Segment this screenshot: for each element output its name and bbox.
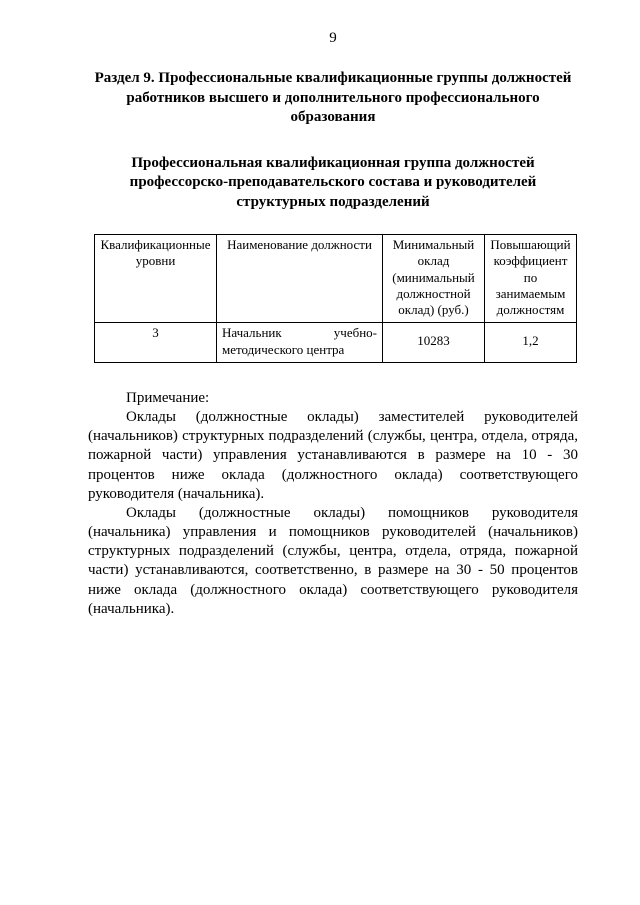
cell-minimal-salary: 10283	[383, 323, 485, 363]
note-paragraph-1: Оклады (должностные оклады) заместителей руководителей (начальников) структурных подразделений (службы, центра, отдела, отряда, пожарной части) управления устанавливаются в размере на 10 - 30 процентов ниже оклада (должностного оклада) соответствующего руководителя (начальника).	[88, 408, 578, 502]
cell-qualification-level: 3	[95, 323, 217, 363]
table-header-row	[95, 235, 577, 323]
page-number: 9	[329, 30, 337, 46]
table-header-qualification-levels: Квалификационные уровни	[95, 235, 217, 323]
table-header-raising-coefficient: Повышающий коэффициент по занимаемым должностям	[485, 235, 577, 323]
table-header-position-name: Наименование должности	[217, 235, 383, 323]
note-paragraph-2: Оклады (должностные оклады) помощников руководителя (начальника) управления и помощников руководителей (начальников) структурных подразделений (службы, центра, отдела, отряда, пожарной части) устанавливаются, соответственно, в размере на 30 - 50 процентов ниже оклада (должностного оклада) соответствующего руководителя (начальника).	[88, 504, 578, 617]
qualification-table	[94, 234, 577, 363]
notes-section	[88, 389, 578, 619]
section-title: Раздел 9. Профессиональные квалификационные группы должностей работников высшего и дополнительного профессионального образования	[94, 70, 572, 125]
table-row	[95, 323, 577, 363]
group-title: Профессиональная квалификационная группа должностей профессорско-преподавательского состава и руководителей структурных подразделений	[129, 154, 537, 210]
table-header-minimal-salary: Минимальный оклад (минимальный должностной оклад) (руб.)	[383, 235, 485, 323]
note-label: Примечание:	[126, 389, 210, 406]
cell-position-name: Начальник учебно-методического центра	[217, 323, 383, 363]
cell-raising-coefficient: 1,2	[485, 323, 577, 363]
